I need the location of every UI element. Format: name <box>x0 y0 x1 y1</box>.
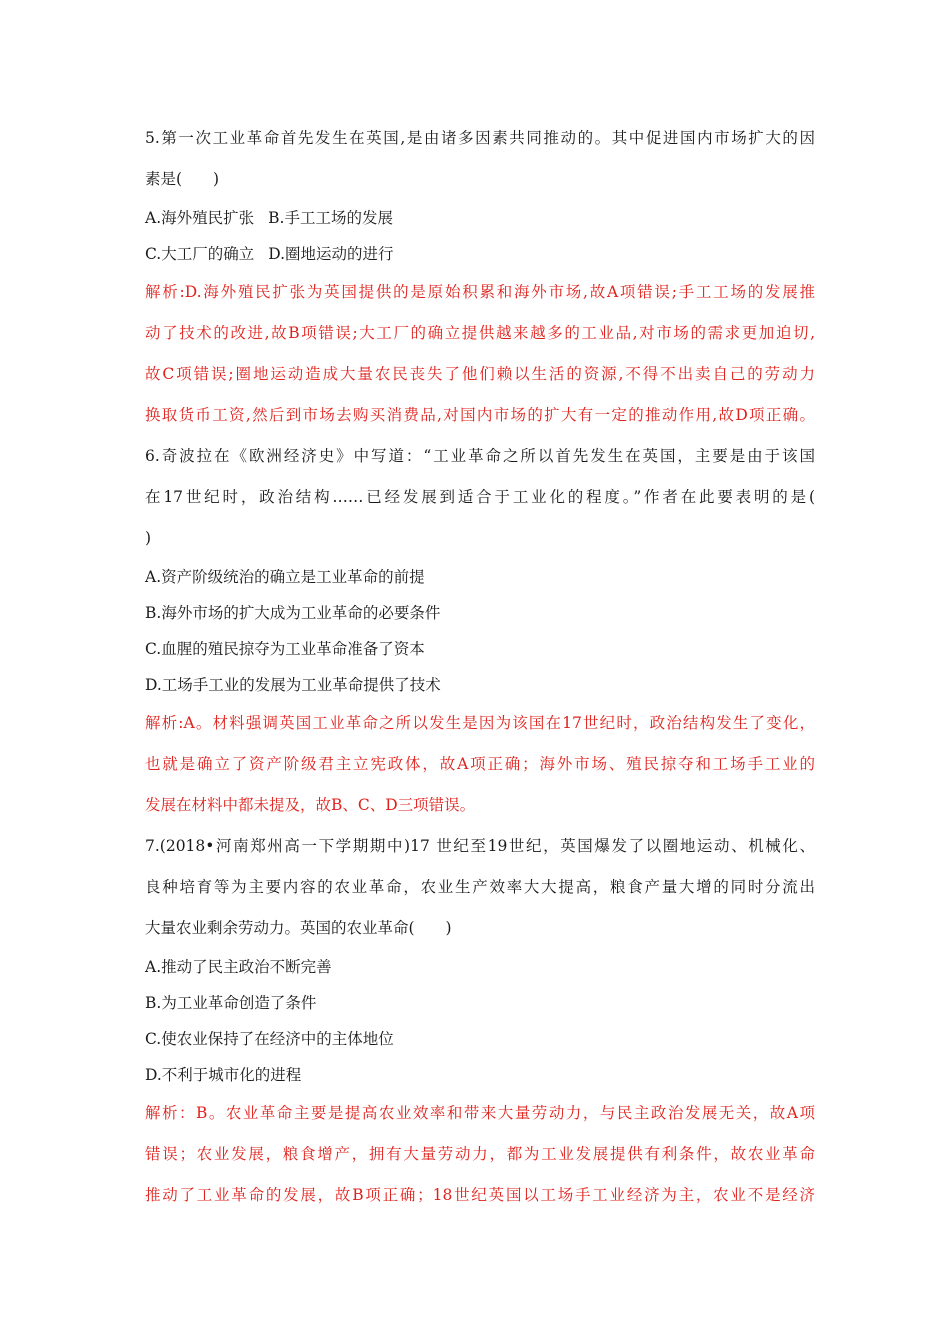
question-6-analysis-line: 解析:A。材料强调英国工业革命之所以发生是因为该国在17世纪时，政治结构发生了变化， <box>145 714 815 732</box>
question-5-stem-line: 素是( ) <box>145 170 220 188</box>
question-5-options-row <box>145 200 815 236</box>
question-5-option-b: B.手工工场的发展 <box>268 209 393 227</box>
question-6-option-b: B.海外市场的扩大成为工业革命的必要条件 <box>145 604 441 622</box>
question-6-stem-line: 在17世纪时，政治结构……已经发展到适合于工业化的程度。”作者在此要表明的是( <box>145 488 815 506</box>
page-content <box>145 118 815 1216</box>
question-7 <box>145 826 815 1216</box>
question-6-option-d: D.工场手工业的发展为工业革命提供了技术 <box>145 676 441 694</box>
question-7-option-d: D.不利于城市化的进程 <box>145 1066 302 1084</box>
question-7-stem-line: 大量农业剩余劳动力。英国的农业革命( ) <box>145 919 452 937</box>
question-5-option-c: C.大工厂的确立 <box>145 245 255 263</box>
question-6-option-a: A.资产阶级统治的确立是工业革命的前提 <box>145 568 425 586</box>
question-7-option-a: A.推动了民主政治不断完善 <box>145 958 332 976</box>
question-6-analysis-line: 也就是确立了资产阶级君主立宪政体，故A项正确；海外市场、殖民掠夺和工场手工业的 <box>145 755 815 773</box>
question-5 <box>145 118 815 436</box>
question-5-analysis-line: 解析:D.海外殖民扩张为英国提供的是原始积累和海外市场,故A项错误;手工工场的发展推 <box>145 283 815 301</box>
question-7-option-b: B.为工业革命创造了条件 <box>145 994 317 1012</box>
question-5-options-row <box>145 236 815 272</box>
question-6 <box>145 436 815 826</box>
question-6-stem-line: ) <box>145 529 152 547</box>
question-5-analysis-line: 换取货币工资,然后到市场去购买消费品,对国内市场的扩大有一定的推动作用,故D项正确。 <box>145 406 815 424</box>
question-7-option-c: C.使农业保持了在经济中的主体地位 <box>145 1030 394 1048</box>
question-6-analysis-line: 发展在材料中都未提及，故B、C、D三项错误。 <box>145 796 476 814</box>
question-7-analysis-line: 错误；农业发展，粮食增产，拥有大量劳动力，都为工业发展提供有利条件，故农业革命 <box>145 1145 815 1163</box>
question-5-option-a: A.海外殖民扩张 <box>145 209 255 227</box>
question-6-option-c: C.血腥的殖民掠夺为工业革命准备了资本 <box>145 640 425 658</box>
question-5-stem-line: 5.第一次工业革命首先发生在英国,是由诸多因素共同推动的。其中促进国内市场扩大的因 <box>145 129 815 147</box>
question-7-stem-line: 7.(2018•河南郑州高一下学期期中)17 世纪至19世纪，英国爆发了以圈地运动、机械化、 <box>145 837 815 855</box>
question-7-analysis-line: 推动了工业革命的发展，故B项正确；18世纪英国以工场手工业经济为主，农业不是经济 <box>145 1186 815 1204</box>
question-5-analysis-line: 故C项错误;圈地运动造成大量农民丧失了他们赖以生活的资源,不得不出卖自己的劳动力 <box>145 365 815 383</box>
question-7-analysis-line: 解析：B。农业革命主要是提高农业效率和带来大量劳动力，与民主政治发展无关，故A项 <box>145 1104 815 1122</box>
question-6-stem-line: 6.奇波拉在《欧洲经济史》中写道：“工业革命之所以首先发生在英国，主要是由于该国 <box>145 447 815 465</box>
question-7-stem-line: 良种培育等为主要内容的农业革命，农业生产效率大大提高，粮食产量大增的同时分流出 <box>145 878 815 896</box>
question-5-option-d: D.圈地运动的进行 <box>268 245 394 263</box>
question-5-analysis-line: 动了技术的改进,故B项错误;大工厂的确立提供越来越多的工业品,对市场的需求更加迫切, <box>145 324 815 342</box>
